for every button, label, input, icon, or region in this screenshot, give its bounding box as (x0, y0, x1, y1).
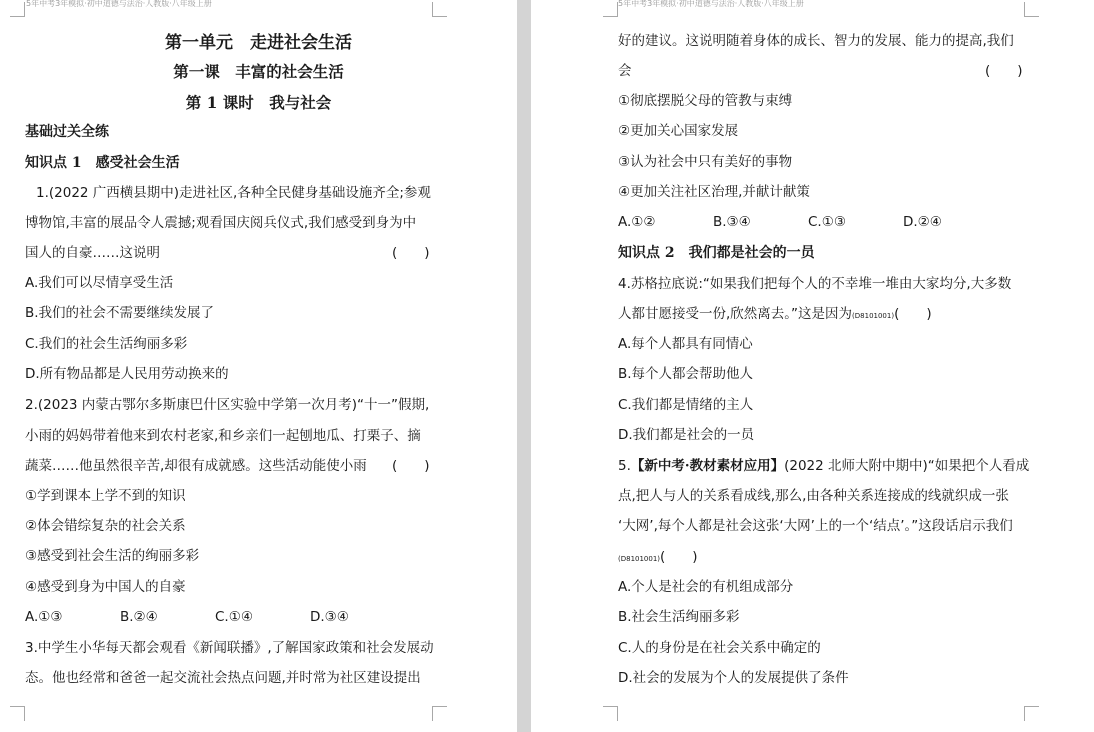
q3-choice-b: B.③④ (713, 214, 751, 230)
question-4-line-1: 4.苏格拉底说:“如果我们把每个人的不幸堆一堆由大家均分,大多数 (618, 276, 1012, 292)
answer-bracket: ( ) (894, 306, 932, 322)
q4-option-a: A.每个人都具有同情心 (618, 336, 753, 352)
q5-option-a: A.个人是社会的有机组成部分 (618, 579, 794, 595)
question-code: (D8101001) (852, 312, 895, 320)
q2-choice-b: B.②④ (120, 609, 158, 625)
question-2-line-1: 2.(2023 内蒙古鄂尔多斯康巴什区实验中学第一次月考)“十一”假期, (25, 397, 430, 413)
crop-mark-bottom-left (603, 706, 618, 721)
crop-mark-top-left (10, 2, 25, 17)
crop-mark-bottom-left (10, 706, 25, 721)
q1-option-c: C.我们的社会生活绚丽多彩 (25, 336, 188, 352)
q3-statement-4: ④更加关注社区治理,并献计献策 (618, 184, 810, 200)
q2-choice-c: C.①④ (215, 609, 253, 625)
q2-choices (25, 602, 405, 632)
question-code: (D8101001) (618, 555, 661, 563)
q2-statement-4: ④感受到身为中国人的自豪 (25, 579, 186, 595)
q2-statement-2: ②体会错综复杂的社会关系 (25, 518, 186, 534)
unit-title: 第一单元 走进社会生活 (165, 33, 352, 53)
question-5-line-4 (618, 542, 698, 574)
answer-bracket: ( ) (392, 245, 430, 261)
q5-option-d: D.社会的发展为个人的发展提供了条件 (618, 670, 849, 686)
q3-choice-c: C.①③ (808, 214, 846, 230)
q5-option-c: C.人的身份是在社会关系中确定的 (618, 640, 821, 656)
left-page (0, 0, 517, 732)
knowledge-point-1-heading: 知识点 1 感受社会生活 (25, 155, 180, 171)
answer-bracket: ( ) (392, 458, 430, 474)
question-3-line-2: 态。他也经常和爸爸一起交流社会热点问题,并时常为社区建设提出 (25, 670, 421, 686)
question-4-text: 人都甘愿接受一份,欣然离去。”这是因为 (618, 306, 853, 322)
question-1-line-1: 1.(2022 广西横县期中)走进社区,各种全民健身基础设施齐全;参观 (36, 185, 431, 201)
q1-option-a: A.我们可以尽情享受生活 (25, 275, 174, 291)
q3-choice-d: D.②④ (903, 214, 942, 230)
question-3-line-1: 3.中学生小华每天都会观看《新闻联播》,了解国家政策和社会发展动 (25, 640, 434, 656)
question-3-line-3: 好的建议。这说明随着身体的成长、智力的发展、能力的提高,我们 (618, 33, 1014, 49)
q2-statement-3: ③感受到社会生活的绚丽多彩 (25, 548, 200, 564)
answer-bracket: ( ) (985, 63, 1023, 79)
q2-choice-d: D.③④ (310, 609, 349, 625)
question-5-line-1 (618, 451, 1029, 481)
crop-mark-top-right (432, 2, 447, 17)
q3-choices (618, 207, 998, 237)
question-5-line-2: 点,把人与人的关系看成线,那么,由各种关系连接成的线就织成一张 (618, 488, 1009, 504)
crop-mark-bottom-right (432, 706, 447, 721)
question-5-number: 5. (618, 458, 631, 474)
question-5-tag: 【新中考·教材素材应用】 (630, 458, 785, 474)
q4-option-d: D.我们都是社会的一员 (618, 427, 755, 443)
q3-statement-2: ②更加关心国家发展 (618, 123, 739, 139)
question-5-source: (2022 北师大附中期中)“如果把个人看成 (784, 458, 1030, 474)
knowledge-point-2-heading: 知识点 2 我们都是社会的一员 (618, 245, 815, 261)
right-page (531, 0, 1094, 732)
q5-option-b: B.社会生活绚丽多彩 (618, 609, 740, 625)
question-2-line-2: 小雨的妈妈带着他来到农村老家,和乡亲们一起刨地瓜、打栗子、摘 (25, 428, 421, 444)
period-title: 第 1 课时 我与社会 (185, 93, 332, 112)
question-5-line-3: ‘大网’,每个人都是社会这张‘大网’上的一个‘结点’。”这段话启示我们 (618, 518, 1013, 534)
question-4-line-2 (618, 299, 932, 331)
q3-statement-1: ①彻底摆脱父母的管教与束缚 (618, 93, 793, 109)
q1-option-d: D.所有物品都是人民用劳动换来的 (25, 366, 229, 382)
practice-heading: 基础过关全练 (25, 124, 109, 140)
answer-bracket: ( ) (660, 549, 698, 565)
page-gutter (517, 0, 531, 732)
q2-statement-1: ①学到课本上学不到的知识 (25, 488, 186, 504)
lesson-title: 第一课 丰富的社会生活 (173, 62, 344, 81)
q2-choice-a: A.①③ (25, 609, 63, 625)
question-2-line-3: 蔬菜……他虽然很辛苦,却很有成就感。这些活动能使小雨 (25, 458, 367, 474)
running-header: 5年中考3年模拟·初中道德与法治·人教版·八年级上册 (26, 0, 212, 8)
running-header: 5年中考3年模拟·初中道德与法治·人教版·八年级上册 (618, 0, 804, 8)
q3-statement-3: ③认为社会中只有美好的事物 (618, 154, 793, 170)
crop-mark-bottom-right (1024, 706, 1039, 721)
q4-option-b: B.每个人都会帮助他人 (618, 366, 754, 382)
q3-choice-a: A.①② (618, 214, 656, 230)
q1-option-b: B.我们的社会不需要继续发展了 (25, 305, 215, 321)
crop-mark-top-right (1024, 2, 1039, 17)
question-1-line-2: 博物馆,丰富的展品令人震撼;观看国庆阅兵仪式,我们感受到身为中 (25, 215, 417, 231)
question-3-line-4: 会 (618, 63, 632, 79)
crop-mark-top-left (603, 2, 618, 17)
q4-option-c: C.我们都是情绪的主人 (618, 397, 754, 413)
question-1-line-3: 国人的自豪……这说明 (25, 245, 160, 261)
